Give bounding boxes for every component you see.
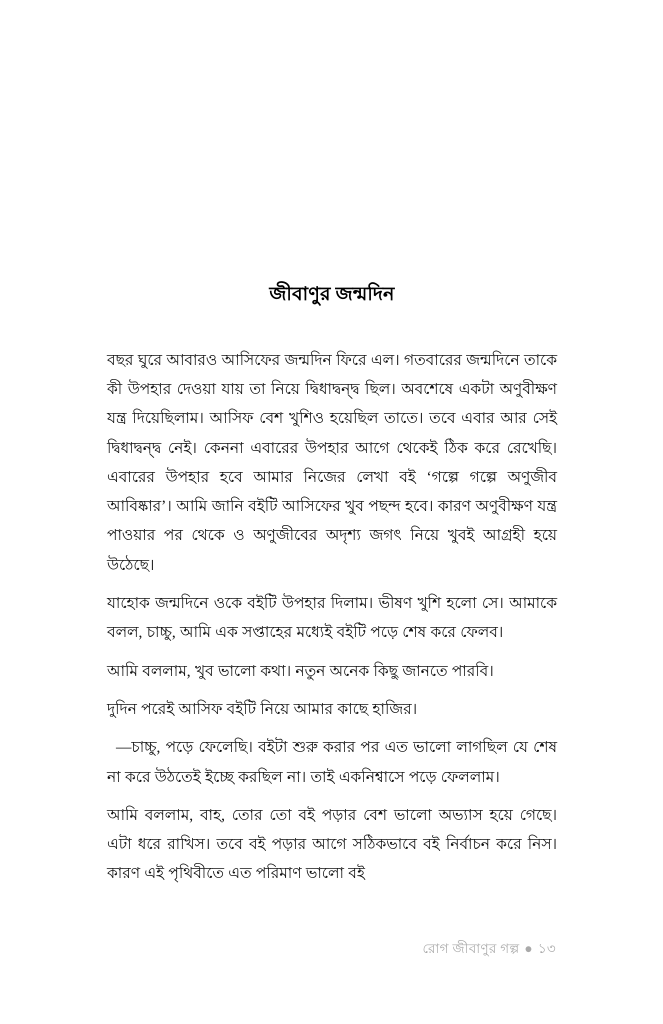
dialogue-paragraph-5: —চাচ্চু, পড়ে ফেলেছি। বইটা শুরু করার পর এত ভালো লাগছিল যে শেষ না করে উঠতেই ইচ্ছে করছিল না। তাই একনিশ্বাসে পড়ে ফেললাম।	[107, 739, 557, 786]
body-paragraph-6: আমি বললাম, বাহ, তোর তো বই পড়ার বেশ ভালো অভ্যাস হয়ে গেছে। এটা ধরে রাখিস। তবে বই পড়ার আগে সঠিকভাবে বই নির্বাচন করে নিস। কারণ এই পৃথিবীতে এত পরিমাণ ভালো বই	[107, 806, 557, 883]
footer-book-title: রোগ জীবাণুর গল্প	[422, 941, 520, 956]
body-paragraph-4: দুদিন পরেই আসিফ বইটি নিয়ে আমার কাছে হাজির।	[107, 700, 418, 718]
footer-separator-bullet-icon: ●	[524, 941, 533, 956]
body-paragraph-2: যাহোক জন্মদিনে ওকে বইটি উপহার দিলাম। ভীষণ খুশি হলো সে। আমাকে বলল, চাচ্চু, আমি এক সপ্তাহের মধ্যেই বইটি পড়ে শেষ করে ফেলব।	[107, 595, 557, 642]
body-paragraph-1: বছর ঘুরে আবারও আসিফের জন্মদিন ফিরে এল। গতবারের জন্মদিনে তাকে কী উপহার দেওয়া যায় তা নিয়ে দ্বিধাদ্বন্দ্ব ছিল। অবশেষে একটা অণুবীক্ষণ যন্ত্র দিয়েছিলাম। আসিফ বেশ খুশিও হয়েছিল তাতে। তবে এবার আর সেই দ্বিধাদ্বন্দ্ব নেই। কেননা এবারের উপহার আগে থেকেই ঠিক করে রেখেছি। এবারের উপহার হবে আমার নিজের লেখা বই ‘গল্পে গল্পে অণুজীব আবিষ্কার’। আমি জানি বইটি আসিফের খুব পছন্দ হবে। কারণ অণুবীক্ষণ যন্ত্র পাওয়ার পর থেকে ও অণুজীবের অদৃশ্য জগৎ নিয়ে খুবই আগ্রহী হয়ে উঠেছে।	[107, 351, 557, 574]
page-number: ১৩	[537, 941, 556, 956]
page-content	[107, 283, 557, 889]
chapter-title: জীবাণুর জন্মদিন	[269, 284, 395, 305]
body-paragraph-3: আমি বললাম, খুব ভালো কথা। নতুন অনেক কিছু জানতে পারবি।	[107, 662, 494, 680]
running-footer	[107, 938, 556, 961]
